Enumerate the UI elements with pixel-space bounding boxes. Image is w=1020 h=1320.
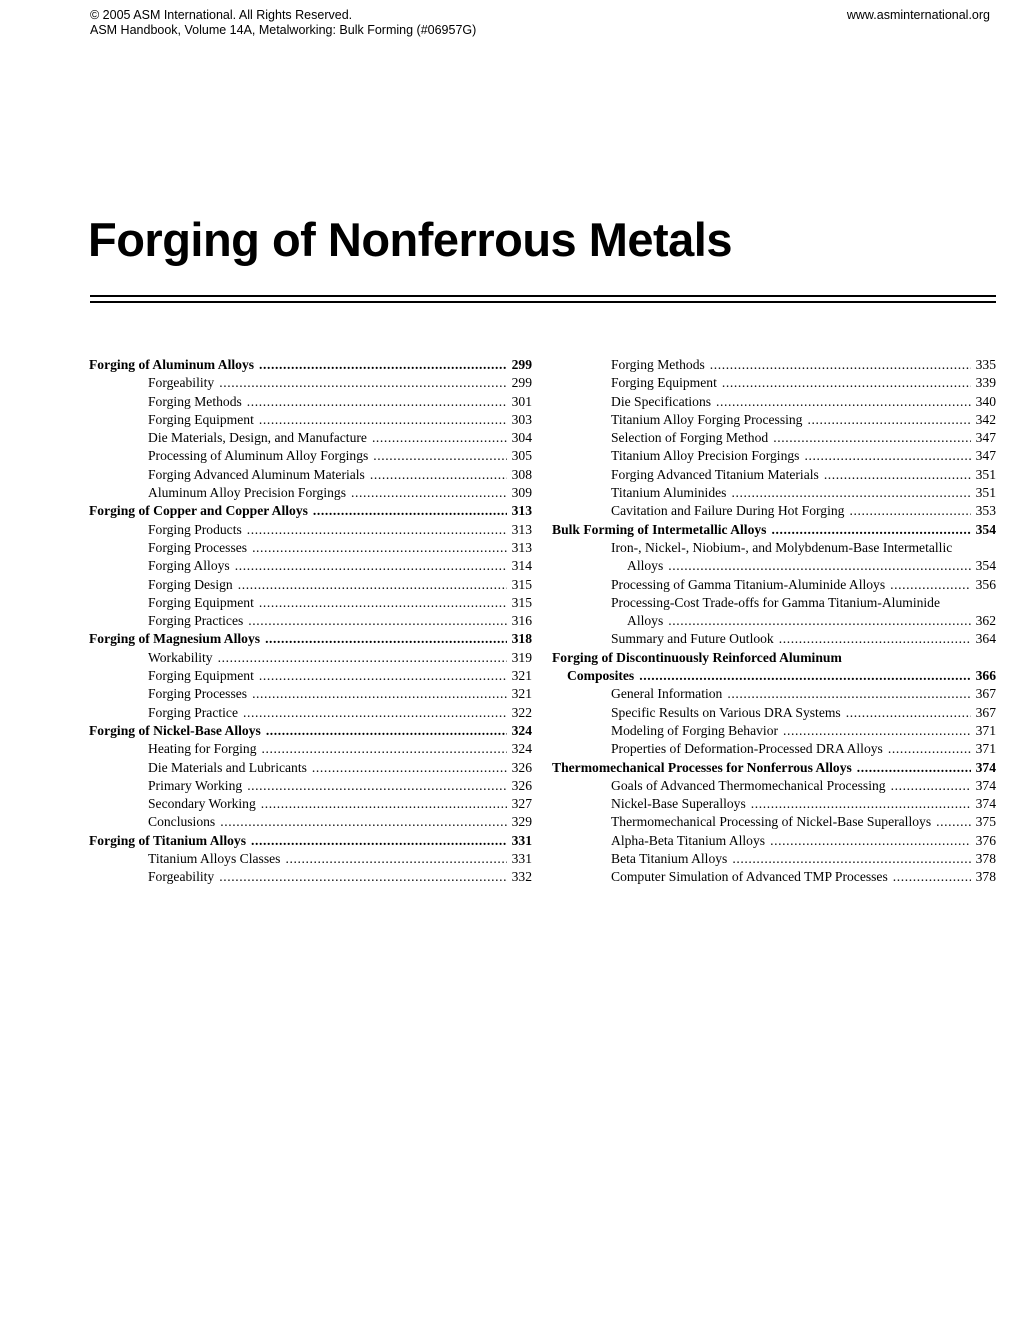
toc-entry[interactable] bbox=[89, 484, 532, 502]
toc-section[interactable] bbox=[89, 832, 532, 850]
toc-entry[interactable] bbox=[552, 484, 996, 502]
toc-entry[interactable] bbox=[89, 411, 532, 429]
toc-entry-title: Forging of Magnesium Alloys bbox=[89, 631, 261, 647]
toc-entry-title: Properties of Deformation-Processed DRA Alloys bbox=[611, 741, 883, 757]
leader-dots bbox=[252, 685, 507, 703]
toc-entry-title: Forging Alloys bbox=[148, 558, 230, 574]
leader-dots bbox=[312, 759, 507, 777]
toc-entry[interactable] bbox=[89, 576, 532, 594]
toc-page-number: 351 bbox=[975, 485, 996, 501]
toc-entry[interactable] bbox=[89, 685, 532, 703]
toc-entry-title: Thermomechanical Processing of Nickel-Base Superalloys bbox=[611, 814, 932, 830]
leader-dots bbox=[351, 484, 507, 502]
toc-page-number: 366 bbox=[975, 668, 996, 684]
header-left bbox=[90, 8, 476, 38]
leader-dots bbox=[770, 832, 971, 850]
toc-entry[interactable] bbox=[552, 356, 996, 374]
toc-entry-title: Forging Equipment bbox=[611, 375, 717, 391]
toc-page-number: 354 bbox=[975, 558, 996, 574]
toc-entry[interactable] bbox=[552, 813, 996, 831]
toc-entry[interactable] bbox=[89, 667, 532, 685]
toc-entry-title: Forging of Titanium Alloys bbox=[89, 832, 246, 848]
toc-section[interactable] bbox=[89, 630, 532, 648]
toc-entry[interactable] bbox=[552, 704, 996, 722]
toc-entry[interactable] bbox=[89, 539, 532, 557]
toc-page-number: 299 bbox=[511, 375, 532, 391]
toc-page-number: 362 bbox=[975, 613, 996, 629]
toc-page-number: 367 bbox=[975, 704, 996, 720]
leader-dots bbox=[247, 777, 506, 795]
toc-page-number: 331 bbox=[511, 832, 532, 848]
toc-page-number: 315 bbox=[511, 576, 532, 592]
toc-entry-title: Alpha-Beta Titanium Alloys bbox=[611, 832, 766, 848]
toc-entry[interactable] bbox=[552, 393, 996, 411]
toc-page-number: 354 bbox=[975, 521, 996, 537]
toc-entry[interactable] bbox=[89, 374, 532, 392]
toc-page-number: 319 bbox=[511, 649, 532, 665]
toc-entry-title: Forging Equipment bbox=[148, 594, 254, 610]
toc-section[interactable] bbox=[89, 502, 532, 520]
toc-entry[interactable] bbox=[552, 685, 996, 703]
toc-entry[interactable] bbox=[89, 447, 532, 465]
title-rule-bottom bbox=[90, 301, 996, 303]
leader-dots bbox=[285, 850, 506, 868]
leader-dots bbox=[716, 393, 971, 411]
toc-section[interactable] bbox=[552, 759, 996, 777]
leader-dots bbox=[893, 868, 971, 886]
book-reference: ASM Handbook, Volume 14A, Metalworking: Bulk Forming (#06957G) bbox=[90, 23, 477, 37]
toc-entry[interactable] bbox=[89, 704, 532, 722]
toc-section[interactable] bbox=[552, 649, 996, 667]
toc-entry-title: General Information bbox=[611, 686, 723, 702]
toc-entry-title: Specific Results on Various DRA Systems bbox=[611, 704, 841, 720]
toc-entry-title: Modeling of Forging Behavior bbox=[611, 722, 779, 738]
toc-page-number: 375 bbox=[975, 814, 996, 830]
toc-page-number: 347 bbox=[975, 448, 996, 464]
toc-entry-title: Forging Methods bbox=[148, 393, 242, 409]
toc-entry-title: Bulk Forming of Intermetallic Alloys bbox=[552, 521, 767, 537]
leader-dots bbox=[259, 594, 507, 612]
toc-page-number: 322 bbox=[511, 704, 532, 720]
toc-page-number: 371 bbox=[975, 722, 996, 738]
toc-entry-title: Forgeability bbox=[148, 869, 215, 885]
leader-dots bbox=[370, 466, 507, 484]
leader-dots bbox=[727, 685, 970, 703]
toc-page-number: 329 bbox=[511, 814, 532, 830]
toc-entry-title: Forging of Aluminum Alloys bbox=[89, 357, 255, 372]
toc-entry[interactable] bbox=[89, 813, 532, 831]
toc-page-number: 321 bbox=[511, 686, 532, 702]
leader-dots bbox=[251, 832, 507, 850]
toc-page-number: 326 bbox=[511, 777, 532, 793]
toc-page-number: 309 bbox=[511, 485, 532, 501]
toc-entry[interactable] bbox=[552, 868, 996, 886]
toc-entry-title: Titanium Alloys Classes bbox=[148, 851, 281, 867]
leader-dots bbox=[219, 868, 506, 886]
toc-page-number: 339 bbox=[975, 375, 996, 391]
toc-entry-title: Cavitation and Failure During Hot Forging bbox=[611, 503, 845, 519]
leader-dots bbox=[218, 649, 507, 667]
toc-entry-title: Forging Products bbox=[148, 521, 242, 537]
toc-entry-title: Goals of Advanced Thermomechanical Processing bbox=[611, 777, 886, 793]
toc-entry-title: Forging Advanced Aluminum Materials bbox=[148, 466, 365, 482]
leader-dots bbox=[668, 612, 970, 630]
toc-page-number: 364 bbox=[975, 631, 996, 647]
leader-dots bbox=[668, 557, 970, 575]
toc-page-number: 374 bbox=[975, 759, 996, 775]
toc-entry-title: Forging Advanced Titanium Materials bbox=[611, 466, 819, 482]
copyright-notice: © 2005 ASM International. All Rights Reserved. bbox=[90, 8, 353, 22]
toc-entry[interactable] bbox=[89, 759, 532, 777]
toc-entry[interactable] bbox=[89, 429, 532, 447]
toc-page-number: 313 bbox=[511, 521, 532, 537]
leader-dots bbox=[252, 539, 507, 557]
toc-page-number: 378 bbox=[975, 869, 996, 885]
toc-entry-title: Die Materials and Lubricants bbox=[148, 759, 307, 775]
leader-dots bbox=[936, 813, 970, 831]
toc-entry-title: Nickel-Base Superalloys bbox=[611, 796, 746, 812]
toc-entry-continued[interactable] bbox=[552, 557, 996, 575]
leader-dots bbox=[888, 740, 971, 758]
toc-entry-title: Forging Practices bbox=[148, 613, 244, 629]
toc-page-number: 303 bbox=[511, 411, 532, 427]
leader-dots bbox=[849, 502, 970, 520]
toc-page-number: 340 bbox=[975, 393, 996, 409]
toc-entry-title: Secondary Working bbox=[148, 796, 256, 812]
toc-entry[interactable] bbox=[552, 447, 996, 465]
leader-dots bbox=[265, 630, 507, 648]
toc-page-number: 313 bbox=[511, 539, 532, 555]
toc-entry-title: Forging Equipment bbox=[148, 411, 254, 427]
toc-page-number: 356 bbox=[975, 576, 996, 592]
leader-dots bbox=[259, 411, 507, 429]
leader-dots bbox=[751, 795, 971, 813]
leader-dots bbox=[783, 722, 971, 740]
toc-page-number: 353 bbox=[975, 503, 996, 519]
leader-dots bbox=[266, 722, 507, 740]
toc-entry[interactable] bbox=[552, 740, 996, 758]
toc-entry-title: Alloys bbox=[627, 613, 664, 629]
toc-section-continued[interactable] bbox=[552, 667, 996, 685]
toc-entry[interactable] bbox=[89, 850, 532, 868]
toc-page-number: 299 bbox=[511, 357, 532, 372]
toc-page-number: 332 bbox=[511, 869, 532, 885]
toc-entry-title: Forging Equipment bbox=[148, 668, 254, 684]
toc-page-number: 374 bbox=[975, 777, 996, 793]
toc-page-number: 371 bbox=[975, 741, 996, 757]
toc-entry-title: Titanium Aluminides bbox=[611, 485, 727, 501]
toc-left-column bbox=[89, 356, 532, 887]
toc-page-number: 378 bbox=[975, 851, 996, 867]
toc-entry[interactable] bbox=[89, 777, 532, 795]
toc-page-number: 313 bbox=[511, 503, 532, 519]
toc-entry-title: Selection of Forging Method bbox=[611, 430, 769, 446]
toc-entry[interactable] bbox=[552, 502, 996, 520]
leader-dots bbox=[731, 484, 970, 502]
leader-dots bbox=[779, 630, 971, 648]
toc-page-number: 314 bbox=[511, 558, 532, 574]
toc-page-number: 335 bbox=[975, 357, 996, 372]
toc-entry[interactable] bbox=[552, 466, 996, 484]
leader-dots bbox=[891, 777, 971, 795]
toc-page-number: 318 bbox=[511, 631, 532, 647]
toc-page-number: 321 bbox=[511, 668, 532, 684]
toc-entry-title: Primary Working bbox=[148, 777, 243, 793]
leader-dots bbox=[372, 429, 507, 447]
toc-entry-title: Conclusions bbox=[148, 814, 216, 830]
toc-entry-title: Forging Practice bbox=[148, 704, 238, 720]
toc-page-number: 324 bbox=[511, 722, 532, 738]
leader-dots bbox=[235, 557, 507, 575]
toc-entry-title: Forging Processes bbox=[148, 539, 248, 555]
toc-entry[interactable] bbox=[552, 429, 996, 447]
toc-entry-title: Forging of Nickel-Base Alloys bbox=[89, 722, 261, 738]
leader-dots bbox=[259, 356, 507, 374]
toc-page-number: 324 bbox=[511, 741, 532, 757]
toc-page-number: 305 bbox=[511, 448, 532, 464]
toc-entry-title: Forging of Copper and Copper Alloys bbox=[89, 503, 308, 519]
toc-entry-title: Titanium Alloy Precision Forgings bbox=[611, 448, 800, 464]
toc-entry-title: Alloys bbox=[627, 558, 664, 574]
toc-page-number: 376 bbox=[975, 832, 996, 848]
toc-entry[interactable] bbox=[89, 393, 532, 411]
toc-entry-title: Aluminum Alloy Precision Forgings bbox=[148, 485, 347, 501]
leader-dots bbox=[220, 813, 506, 831]
toc-entry[interactable] bbox=[89, 868, 532, 886]
leader-dots bbox=[732, 850, 970, 868]
toc-entry-title: Forgeability bbox=[148, 375, 215, 391]
toc-entry-title: Die Materials, Design, and Manufacture bbox=[148, 430, 367, 446]
leader-dots bbox=[807, 411, 970, 429]
leader-dots bbox=[219, 374, 506, 392]
toc-entry[interactable] bbox=[89, 795, 532, 813]
toc-entry[interactable] bbox=[89, 649, 532, 667]
leader-dots bbox=[247, 521, 507, 539]
toc-page-number: 331 bbox=[511, 851, 532, 867]
toc-entry-continued[interactable] bbox=[552, 612, 996, 630]
leader-dots bbox=[639, 667, 970, 685]
leader-dots bbox=[773, 429, 970, 447]
toc-page-number: 316 bbox=[511, 613, 532, 629]
toc-entry-title: Die Specifications bbox=[611, 393, 712, 409]
toc-entry-title: Forging Methods bbox=[611, 357, 705, 372]
toc-entry-title: Beta Titanium Alloys bbox=[611, 851, 728, 867]
toc-page-number: 327 bbox=[511, 796, 532, 812]
toc-entry[interactable] bbox=[89, 557, 532, 575]
toc-page-number: 367 bbox=[975, 686, 996, 702]
leader-dots bbox=[890, 576, 970, 594]
toc-page-number: 351 bbox=[975, 466, 996, 482]
leader-dots bbox=[259, 667, 507, 685]
toc-entry-title: Thermomechanical Processes for Nonferrous Alloys bbox=[552, 759, 852, 775]
toc-entry[interactable] bbox=[552, 832, 996, 850]
toc-page-number: 374 bbox=[975, 796, 996, 812]
leader-dots bbox=[857, 759, 971, 777]
toc-entry[interactable] bbox=[89, 612, 532, 630]
toc-right-column bbox=[552, 356, 996, 887]
toc-entry-title: Forging Design bbox=[148, 576, 233, 592]
leader-dots bbox=[710, 356, 971, 374]
leader-dots bbox=[804, 447, 970, 465]
toc-entry[interactable] bbox=[552, 374, 996, 392]
toc-section[interactable] bbox=[89, 356, 532, 374]
website-url[interactable]: www.asminternational.org bbox=[846, 8, 990, 22]
toc-entry[interactable] bbox=[552, 594, 996, 612]
toc-entry[interactable] bbox=[552, 539, 996, 557]
toc-entry[interactable] bbox=[552, 411, 996, 429]
toc-entry[interactable] bbox=[89, 740, 532, 758]
toc-entry[interactable] bbox=[552, 630, 996, 648]
leader-dots bbox=[261, 795, 507, 813]
toc-entry[interactable] bbox=[89, 594, 532, 612]
toc-section[interactable] bbox=[552, 521, 996, 539]
title-rule-top bbox=[90, 295, 996, 297]
toc-entry[interactable] bbox=[552, 850, 996, 868]
leader-dots bbox=[824, 466, 971, 484]
leader-dots bbox=[262, 740, 507, 758]
toc-entry-title: Processing of Gamma Titanium-Aluminide Alloys bbox=[611, 576, 886, 592]
toc-entry-title: Forging Processes bbox=[148, 686, 248, 702]
leader-dots bbox=[248, 612, 506, 630]
toc-page-number: 308 bbox=[511, 466, 532, 482]
leader-dots bbox=[243, 704, 507, 722]
toc-entry-title: Workability bbox=[148, 649, 213, 665]
toc-entry-title: Heating for Forging bbox=[148, 741, 257, 757]
toc-page-number: 342 bbox=[975, 411, 996, 427]
leader-dots bbox=[846, 704, 971, 722]
toc-entry[interactable] bbox=[552, 777, 996, 795]
leader-dots bbox=[313, 502, 507, 520]
toc-entry-title: Titanium Alloy Forging Processing bbox=[611, 411, 803, 427]
toc-entry-title: Summary and Future Outlook bbox=[611, 631, 774, 647]
toc-entry[interactable] bbox=[89, 466, 532, 484]
toc-page-number: 315 bbox=[511, 594, 532, 610]
toc-entry-title: Iron-, Nickel-, Niobium-, and Molybdenum-Base Intermetallic bbox=[611, 539, 953, 555]
leader-dots bbox=[373, 447, 506, 465]
toc-entry-title: Processing of Aluminum Alloy Forgings bbox=[148, 448, 369, 464]
page-title: Forging of Nonferrous Metals bbox=[88, 213, 732, 266]
toc-entry[interactable] bbox=[552, 576, 996, 594]
toc-section[interactable] bbox=[89, 722, 532, 740]
toc-entry-title: Computer Simulation of Advanced TMP Processes bbox=[611, 869, 888, 885]
leader-dots bbox=[238, 576, 507, 594]
toc-page-number: 301 bbox=[511, 393, 532, 409]
toc-entry[interactable] bbox=[552, 795, 996, 813]
leader-dots bbox=[771, 521, 970, 539]
toc-entry-title: Processing-Cost Trade-offs for Gamma Titanium-Aluminide bbox=[611, 594, 941, 610]
toc-page-number: 304 bbox=[511, 430, 532, 446]
leader-dots bbox=[247, 393, 507, 411]
toc-entry-title: Forging of Discontinuously Reinforced Aluminum bbox=[552, 649, 842, 665]
toc-entry[interactable] bbox=[89, 521, 532, 539]
toc-entry[interactable] bbox=[552, 722, 996, 740]
toc-page-number: 347 bbox=[975, 430, 996, 446]
toc-page-number: 326 bbox=[511, 759, 532, 775]
toc-entry-title: Composites bbox=[567, 668, 635, 684]
leader-dots bbox=[722, 374, 971, 392]
